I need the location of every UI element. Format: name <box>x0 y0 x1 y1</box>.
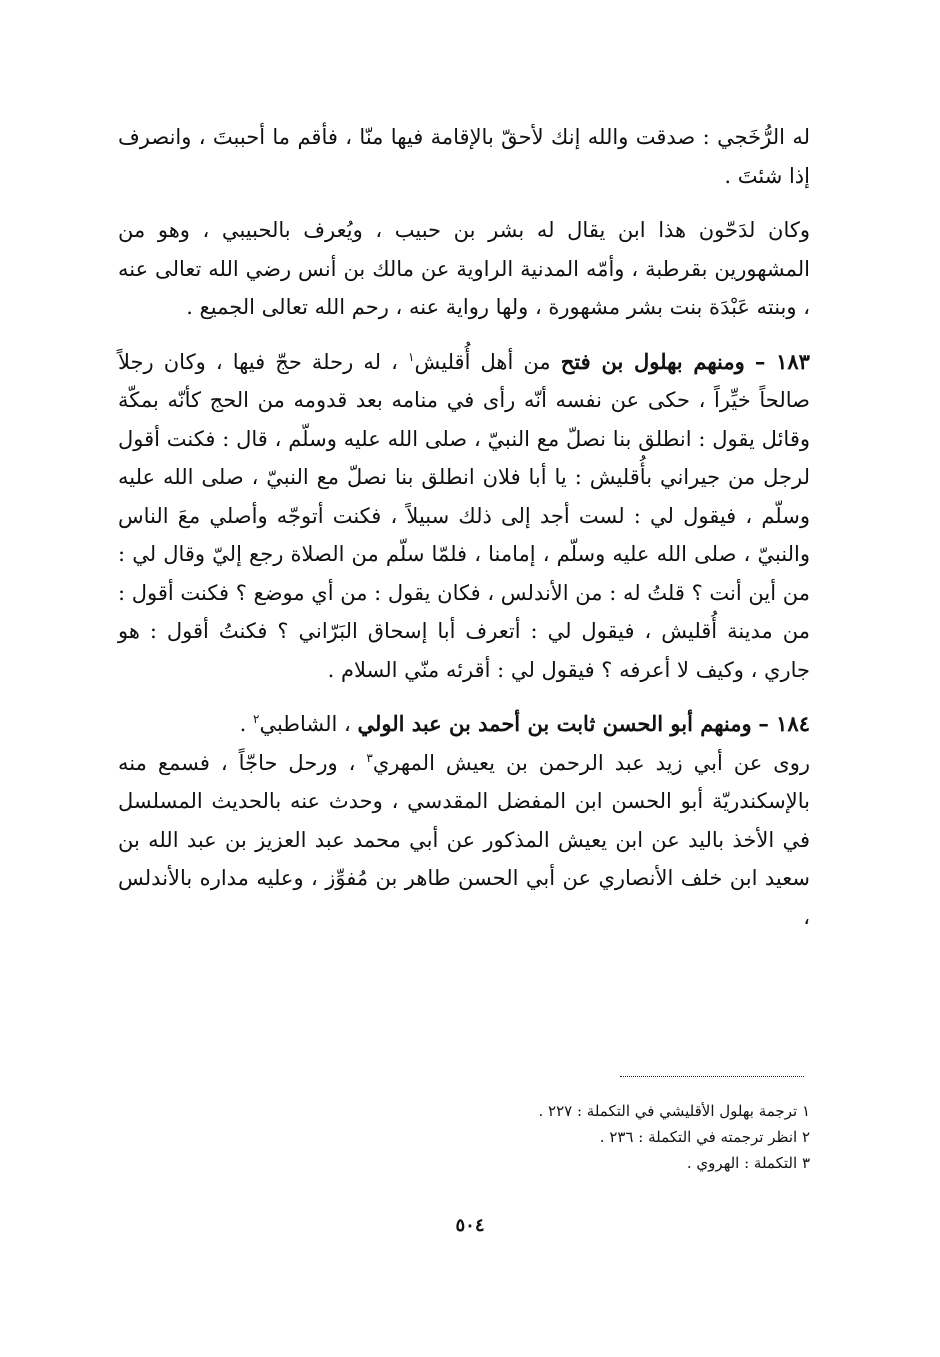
paragraph-2 <box>118 211 810 327</box>
footnote-3: ٣ التكملة : الهروي . <box>686 1154 810 1172</box>
entry-183-text-b: ، له رحلة حجّ فيها ، وكان رجلاً صالحاً خيِّراً ، حكى عن نفسه أنّه رأى في منامه بعد قدومه من الحج كأنّه بمكّة وقائل يقول : انطلق بنا نصلّ مع النبيّ ، صلى الله عليه وسلّم ، قال : فكنت أقول لرجل من جيراني بأُقليش : يا أبا فلان انطلق بنا نصلّ مع النبيّ ، صلى الله عليه وسلّم ، فيقول لي : لست أجد إلى ذلك سبيلاً ، فكنت أتوجّه وأصلي معَ الناس والنبيّ ، صلى الله عليه وسلّم ، إمامنا ، فلمّا سلّم من الصلاة رجع إليّ وقال لي : من أين أنت ؟ قلتُ له : من الأندلس ، فكان يقول : من أي موضع ؟ فكنت أقول : من مدينة أُقليش ، فيقول لي : أتعرف أبا إسحاق البَرّاني ؟ فكنتُ أقول : هو جاري ، وكيف لا أعرفه ؟ فيقول لي : أقرئه منّي السلام . <box>118 349 810 682</box>
entry-183 <box>118 343 810 690</box>
entry-183-name: ومنهم بهلول بن فتح <box>560 348 745 374</box>
entry-184-number: ١٨٤ – <box>758 711 810 736</box>
footnote-divider <box>620 1076 804 1077</box>
footnotes <box>440 1098 810 1176</box>
footnote-ref-1: ١ <box>408 349 415 364</box>
paragraph-1-text: له الرُّخَجي : صدقت والله إنك لأحقّ بالإقامة فيها منّا ، فأقم ما أحببتَ ، وانصرف إذا شئتَ . <box>118 125 810 188</box>
page-number: ٥٠٤ <box>455 1215 485 1236</box>
footnote-ref-2: ٢ <box>253 712 260 726</box>
entry-184 <box>118 705 810 744</box>
paragraph-1 <box>118 118 810 195</box>
entry-183-text-a: من أهل أُقليش <box>414 349 551 374</box>
footnote-2: ٢ انظر ترجمته في التكملة : ٢٣٦ . <box>599 1128 810 1146</box>
entry-184-text-a: ، الشاطبي <box>259 712 351 736</box>
footnote-ref-3: ٣ <box>366 750 373 765</box>
paragraph-2-text: وكان لدَحّون هذا ابن يقال له بشر بن حبيب ، ويُعرف بالحبيبي ، وهو من المشهورين بقرطبة ، وأمّه المدنية الراوية عن مالك بن أنس رضي الله تعالى عنه ، وبنته عَبْدَة بنت بشر مشهورة ، ولها رواية عنه ، رحم الله تعالى الجميع . <box>118 218 810 319</box>
footnote-1: ١ ترجمة بهلول الأقليشي في التكملة : ٢٢٧ . <box>538 1102 810 1120</box>
entry-184-name: ومنهم أبو الحسن ثابت بن أحمد بن عبد الولي <box>357 711 752 736</box>
entry-184-text-b: . <box>239 712 247 736</box>
main-text <box>118 118 810 936</box>
entry-184-body-b: ، ورحل حاجّاً ، فسمع منه بالإسكندريّة أبو الحسن ابن المفضل المقدسي ، وحدث عنه بالحديث المسلسل في الأخذ باليد عن ابن يعيش المذكور عن أبي محمد عبد العزيز بن عبد الله بن سعيد ابن خلف الأنصاري عن أبي الحسن طاهر بن مُفوِّز ، وعليه مداره بالأندلس ، <box>118 750 810 929</box>
entry-183-number: ١٨٣ – <box>754 348 810 374</box>
entry-184-body-a: روى عن أبي زيد عبد الرحمن بن يعيش المهري <box>372 750 810 775</box>
entry-184-body <box>118 744 810 937</box>
